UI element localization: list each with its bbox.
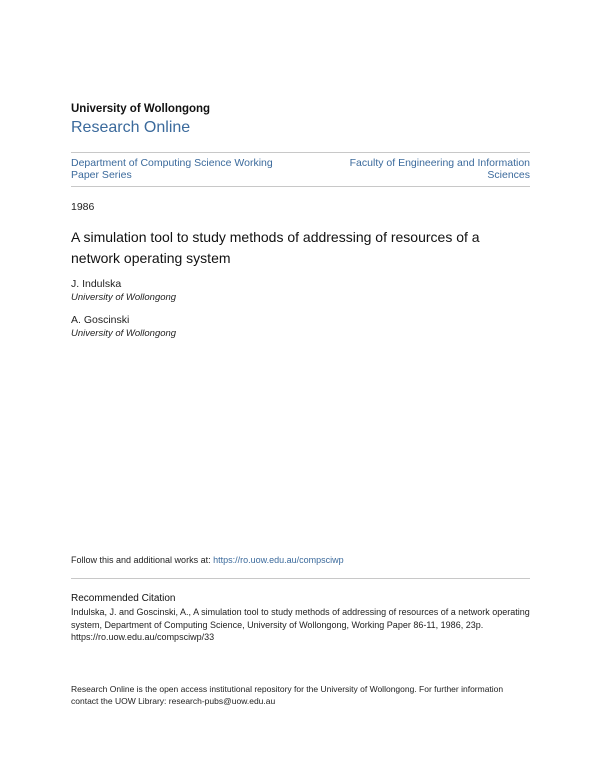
series-link-faculty[interactable]: Faculty of Engineering and Information Sciences — [349, 157, 530, 181]
author-affiliation-1: University of Wollongong — [71, 292, 177, 303]
author-name-1: J. Indulska — [71, 278, 122, 290]
repository-footer: Research Online is the open access institutional repository for the University of Wollongong. For further information contact the UOW Library: research-pubs@uow.edu.au — [71, 684, 504, 706]
citation-url[interactable]: https://ro.uow.edu.au/compsciwp/33 — [71, 632, 215, 642]
recommended-citation-heading: Recommended Citation — [71, 593, 176, 604]
university-name: University of Wollongong — [71, 103, 211, 115]
research-online-link[interactable]: Research Online — [71, 119, 191, 136]
series-link-department[interactable]: Department of Computing Science Working Paper Series — [71, 157, 273, 181]
divider-top — [71, 152, 530, 153]
author-affiliation-2: University of Wollongong — [71, 328, 177, 339]
paper-title: A simulation tool to study methods of addressing of resources of a network operating system — [71, 229, 480, 266]
publication-year: 1986 — [71, 201, 95, 213]
divider-bottom — [71, 578, 530, 579]
author-name-2: A. Goscinski — [71, 314, 130, 326]
divider-series — [71, 186, 530, 187]
recommended-citation — [71, 606, 530, 644]
citation-text: Indulska, J. and Goscinski, A., A simulation tool to study methods of addressing of resources of a network operating system, Department of Computing Science, University of Wollongong, Working Paper 86-11, 1986, 23p. — [71, 607, 530, 630]
follow-link[interactable]: https://ro.uow.edu.au/compsciwp — [213, 555, 344, 565]
follow-text: Follow this and additional works at: — [71, 555, 214, 565]
follow-line — [71, 555, 344, 565]
